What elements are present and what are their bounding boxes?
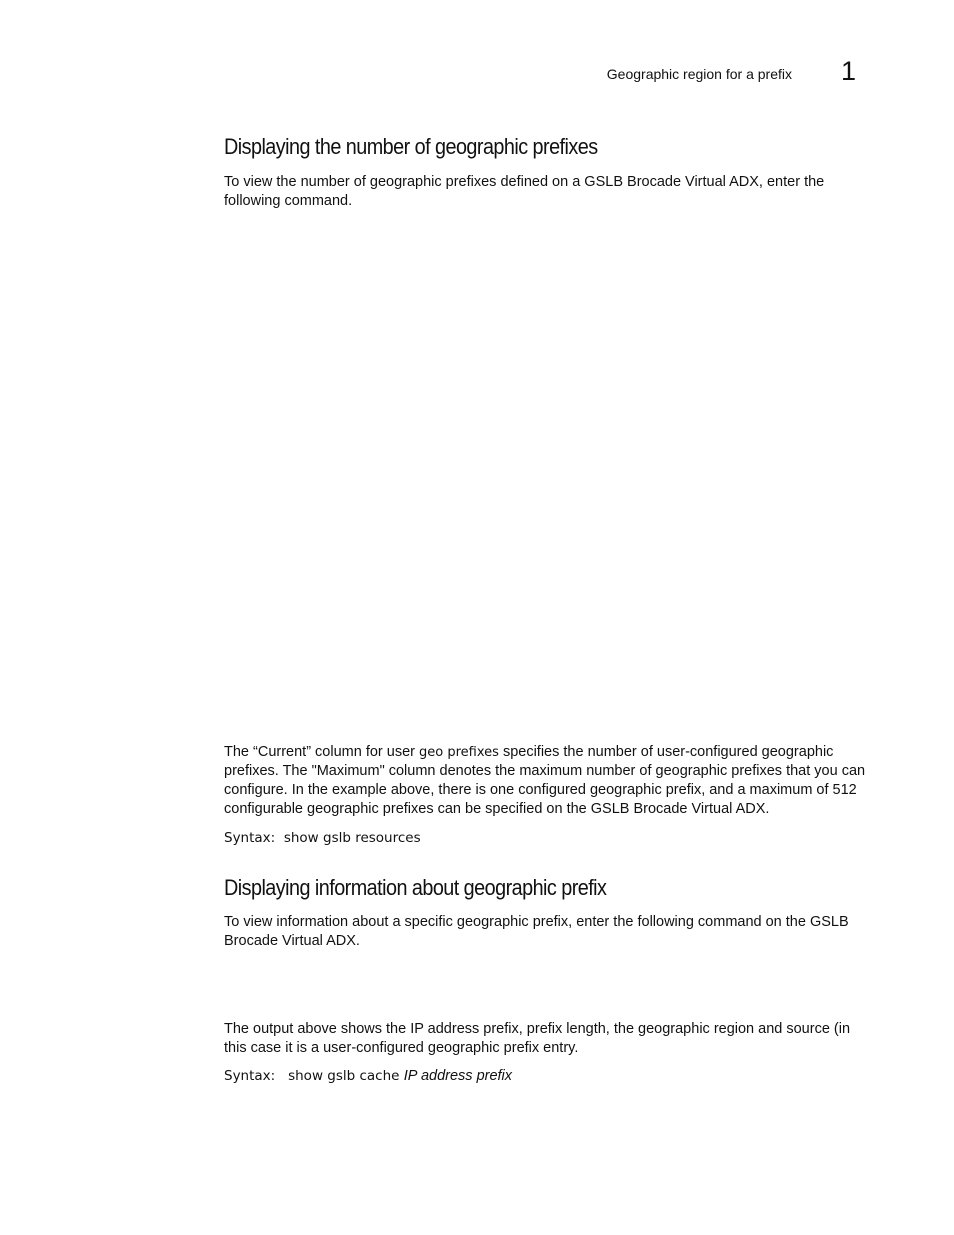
syntax-command: show gslb cache bbox=[288, 1068, 400, 1084]
syntax-line bbox=[224, 1067, 870, 1086]
syntax-label: Syntax: bbox=[224, 830, 276, 846]
section-heading-geographic-prefix-info: Displaying information about geographic prefix bbox=[224, 875, 607, 900]
syntax-argument: IP address prefix bbox=[403, 1068, 513, 1084]
current-column-explanation bbox=[224, 743, 870, 819]
syntax-label: Syntax: bbox=[224, 1068, 276, 1084]
syntax-line bbox=[224, 829, 870, 848]
running-title: Geographic region for a prefix bbox=[606, 66, 792, 82]
section-intro-paragraph: To view the number of geographic prefixes defined on a GSLB Brocade Virtual ADX, enter the following command. bbox=[224, 174, 825, 209]
inline-command: geo prefixes bbox=[419, 745, 499, 760]
section-intro-paragraph: To view information about a specific geographic prefix, enter the following command on the GSLB Brocade Virtual ADX. bbox=[224, 914, 849, 949]
running-header bbox=[560, 56, 860, 92]
chapter-number: 1 bbox=[840, 56, 856, 86]
output-explanation: The output above shows the IP address prefix, prefix length, the geographic region and source (in this case it is a user-configured geographic prefix entry. bbox=[224, 1021, 851, 1056]
paragraph-text: The “Current” column for user bbox=[224, 744, 420, 760]
syntax-command: show gslb resources bbox=[283, 830, 421, 846]
paragraph-text: specifies the number of user-configured geographic prefixes. The "Maximum" column denotes the maximum number of geographic prefixes that you can configure. In the example above, there is one configured geographic prefix, and a maximum of 512 configurable geographic prefixes can be specified on the GSLB Brocade Virtual ADX. bbox=[224, 744, 866, 817]
section-heading-geographic-prefix-count: Displaying the number of geographic prefixes bbox=[224, 134, 598, 159]
